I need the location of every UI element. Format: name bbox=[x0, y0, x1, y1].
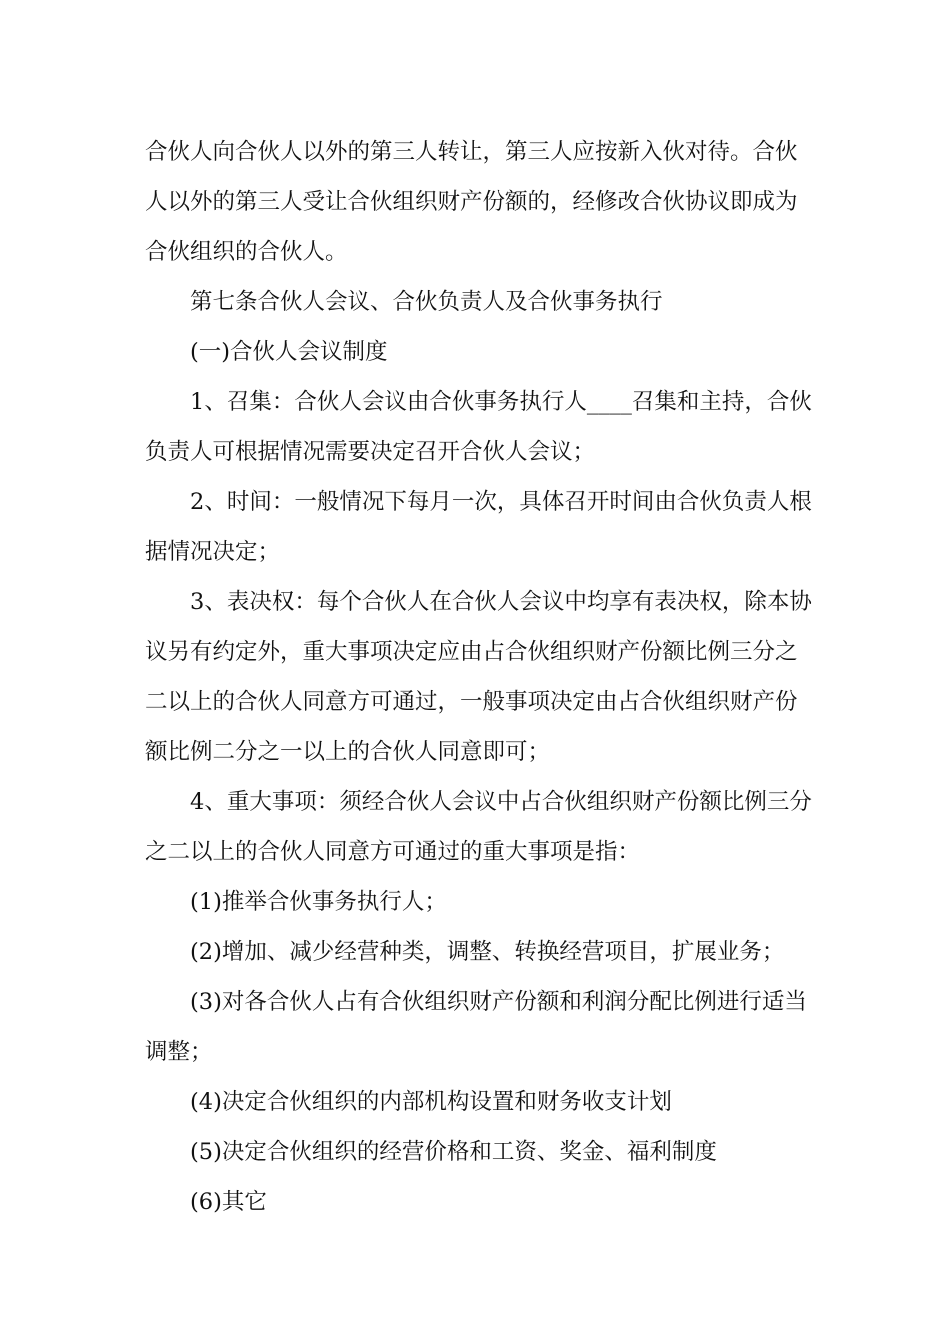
paragraph-line: 2、时间：一般情况下每月一次，具体召开时间由合伙负责人根 bbox=[190, 489, 812, 515]
paragraph-line: 3、表决权：每个合伙人在合伙人会议中均享有表决权，除本协 bbox=[190, 589, 812, 615]
list-item: (2)增加、减少经营种类，调整、转换经营项目，扩展业务； bbox=[190, 939, 785, 965]
article-heading: 第七条合伙人会议、合伙负责人及合伙事务执行 bbox=[190, 289, 663, 315]
paragraph-line: 之二以上的合伙人同意方可通过的重大事项是指： bbox=[145, 839, 641, 865]
paragraph-line: 4、重大事项：须经合伙人会议中占合伙组织财产份额比例三分 bbox=[190, 789, 812, 815]
section-heading: (一)合伙人会议制度 bbox=[190, 339, 388, 365]
list-item-continuation: 调整； bbox=[145, 1039, 213, 1065]
list-item: (6)其它 bbox=[190, 1189, 267, 1215]
paragraph-line: 二以上的合伙人同意方可通过，一般事项决定由占合伙组织财产份 bbox=[145, 689, 798, 715]
paragraph-line: 人以外的第三人受让合伙组织财产份额的，经修改合伙协议即成为 bbox=[145, 189, 798, 215]
paragraph-line: 合伙人向合伙人以外的第三人转让，第三人应按新入伙对待。合伙 bbox=[145, 139, 798, 165]
list-item: (4)决定合伙组织的内部机构设置和财务收支计划 bbox=[190, 1089, 672, 1115]
paragraph-line: 议另有约定外，重大事项决定应由占合伙组织财产份额比例三分之 bbox=[145, 639, 798, 665]
paragraph-line: 负责人可根据情况需要决定召开合伙人会议； bbox=[145, 439, 596, 465]
list-item: (3)对各合伙人占有合伙组织财产份额和利润分配比例进行适当 bbox=[190, 989, 807, 1015]
paragraph-line: 额比例二分之一以上的合伙人同意即可； bbox=[145, 739, 551, 765]
paragraph-line: 合伙组织的合伙人。 bbox=[145, 239, 348, 265]
paragraph-line: 据情况决定； bbox=[145, 539, 281, 565]
list-item: (1)推举合伙事务执行人； bbox=[190, 889, 447, 915]
list-item: (5)决定合伙组织的经营价格和工资、奖金、福利制度 bbox=[190, 1139, 717, 1165]
paragraph-line: 1、召集：合伙人会议由合伙事务执行人____召集和主持，合伙 bbox=[190, 389, 812, 415]
